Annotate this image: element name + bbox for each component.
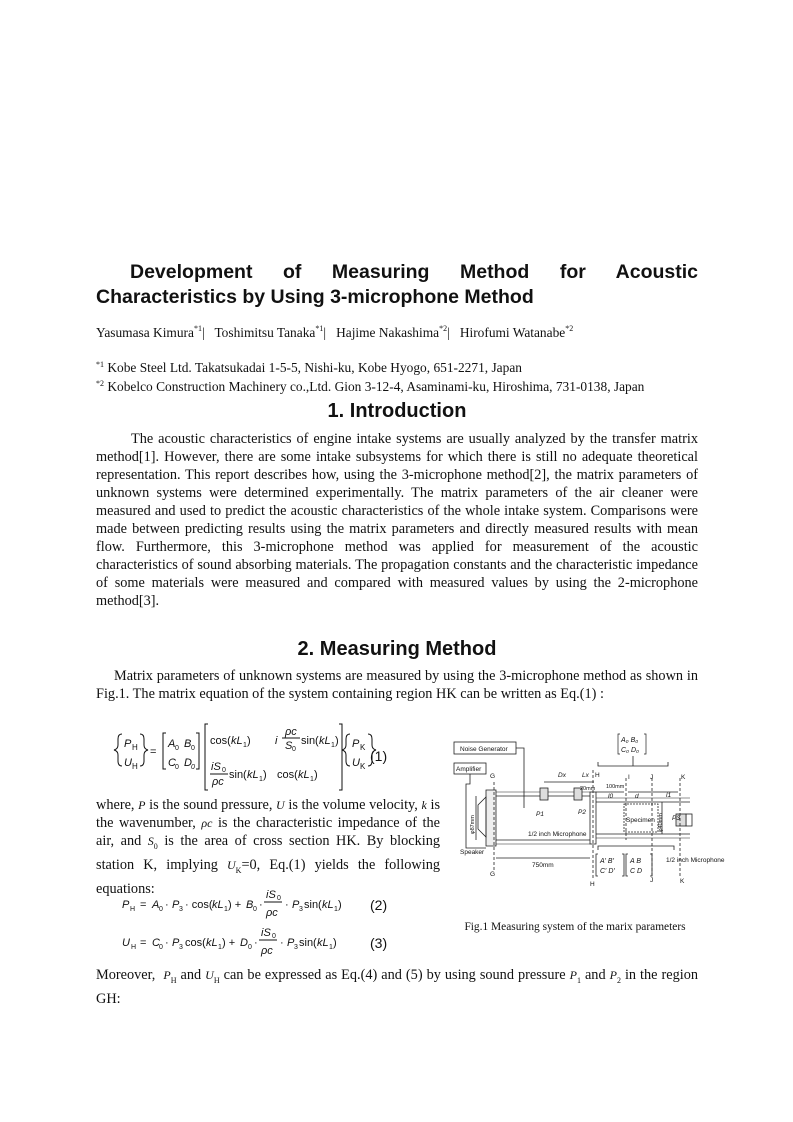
- equation-1: [110, 722, 400, 794]
- figure-1-diagram: [448, 730, 725, 890]
- svg-text:D: D: [240, 937, 248, 949]
- svg-text:1: 1: [331, 742, 335, 749]
- text-span: and: [584, 967, 606, 983]
- affiliation-mark: *1: [96, 360, 104, 369]
- fig-label-p3: P3: [672, 815, 680, 822]
- fig-label-speaker: Speaker: [460, 849, 485, 856]
- svg-text:·: ·: [254, 937, 258, 949]
- fig-label-p1: P1: [536, 811, 544, 818]
- svg-text:A: A: [168, 738, 176, 750]
- svg-text:1: 1: [310, 776, 314, 783]
- svg-text:3: 3: [294, 944, 298, 951]
- fig-station-G-bottom: G: [490, 871, 496, 878]
- svg-text:H: H: [132, 762, 138, 771]
- svg-text:3: 3: [299, 906, 303, 913]
- author-mark: *2: [565, 324, 574, 333]
- svg-text:3: 3: [179, 906, 183, 913]
- fig-label-750mm: 750mm: [532, 862, 554, 869]
- svg-text:P: P: [287, 937, 295, 949]
- svg-text:=: =: [150, 746, 157, 758]
- svg-text:C′ D′: C′ D′: [600, 868, 615, 875]
- svg-text:ρc: ρc: [285, 726, 297, 738]
- title-line-2: Characteristics by Using 3-microphone Method: [96, 286, 534, 308]
- author-mark: *2: [439, 324, 448, 333]
- svg-text:1: 1: [329, 944, 333, 951]
- svg-text:P: P: [172, 899, 180, 911]
- fig-station-K-bottom: K: [680, 878, 685, 885]
- svg-text:kL: kL: [212, 899, 224, 911]
- affiliation-list: [96, 357, 706, 395]
- svg-text:K: K: [360, 743, 366, 752]
- affiliation-item: [96, 376, 706, 395]
- svg-text:): ): [335, 735, 339, 747]
- svg-text:A B: A B: [630, 858, 642, 865]
- svg-text:1: 1: [259, 776, 263, 783]
- fig-station-G: G: [490, 773, 496, 780]
- svg-text:P: P: [122, 899, 130, 911]
- author-name: Toshimitsu Tanaka: [214, 325, 316, 340]
- fig-label-dx: Dx: [558, 772, 566, 779]
- text-span: =0, Eq.(1) yields the following equations:: [96, 856, 440, 897]
- svg-text:B: B: [184, 738, 192, 750]
- svg-text:cos(: cos(: [185, 937, 206, 949]
- title-line-1: Development of Measuring Method for Acoustic: [130, 261, 698, 283]
- svg-text:kL: kL: [317, 937, 329, 949]
- fig-station-H: H: [595, 772, 600, 779]
- fig-label-d: d: [635, 793, 639, 800]
- author-name: Hajime Nakashima: [336, 325, 440, 340]
- microphone-p1: [540, 788, 548, 800]
- equation-3: [120, 924, 420, 960]
- introduction-paragraph: The acoustic characteristics of engine intake systems are usually analyzed by the transfer matrix method[1]. However, there are some intake subsystems for which there is still no adequate theoretical representation. This report describes how, using the 3-microphone method[2], the matrix parameters of unknown systems were determined experimentally. The matrix parameters of the air cleaner were measured and used to predict the acoustic characteristics of the whole intake system. Comparisons were made between predicting results using the matrix parameters and directly measured results with mean flow. Furthermore, this 3-microphone method was applied for measurement of the acoustic characteristics of sound absorbing materials. The propagation constants and the characteristic impedance of some materials were measured and compared with measured values by using the 2-microphone method[3].: [96, 431, 698, 609]
- svg-text:) +: ) +: [228, 899, 242, 911]
- section-heading-measuring-method: 2. Measuring Method: [297, 638, 497, 660]
- fig-label-specimen: Specimen: [626, 817, 655, 824]
- svg-text:ρc: ρc: [212, 776, 224, 788]
- svg-text:cos(: cos(: [277, 769, 298, 781]
- fig-label-mic: 1/2 inch Microphone: [528, 831, 587, 838]
- fig-label-d40: φ40mm: [658, 813, 664, 832]
- text-span: is the volume velocity,: [288, 797, 418, 813]
- fig-label-d87: φ87mm: [470, 815, 476, 834]
- svg-text:D: D: [184, 757, 192, 769]
- svg-text:0: 0: [253, 906, 257, 913]
- svg-text:·: ·: [280, 937, 284, 949]
- equation-2: [120, 886, 420, 922]
- svg-text:·: ·: [285, 899, 289, 911]
- svg-text:P: P: [172, 937, 180, 949]
- svg-text:C: C: [152, 937, 160, 949]
- svg-text:H: H: [131, 944, 137, 951]
- svg-text:ρc: ρc: [261, 945, 273, 957]
- svg-text:kL: kL: [231, 735, 243, 747]
- affiliation-text: Kobe Steel Ltd. Takatsukadai 1-5-5, Nishi-ku, Kobe Hyogo, 651-2271, Japan: [107, 360, 522, 375]
- svg-text:0: 0: [159, 944, 163, 951]
- equation-1-label: (1): [370, 748, 388, 764]
- svg-text:): ): [263, 769, 267, 781]
- svg-text:sin(: sin(: [301, 735, 319, 747]
- svg-text:H: H: [132, 743, 138, 752]
- svg-text:S: S: [285, 740, 293, 752]
- svg-text:) +: ) +: [222, 937, 236, 949]
- where-paragraph: where, P is the sound pressure, U is the volume velocity, k is the wavenumber, ρc is the characteristic impedance of the air, and $S_0$ is the area of cross section HK. By blocking station K, implying $U_K=0$, Eq.(1) yields the following equations:: [96, 797, 441, 897]
- svg-text:0: 0: [272, 933, 276, 940]
- section-heading-introduction: 1. Introduction: [327, 400, 467, 422]
- text-span: and: [180, 967, 202, 983]
- svg-text:K: K: [360, 762, 366, 771]
- fig-label-p2: P2: [578, 809, 586, 816]
- svg-text:): ): [338, 899, 342, 911]
- svg-text:): ): [247, 735, 251, 747]
- svg-text:U: U: [352, 757, 360, 769]
- svg-text:kL: kL: [298, 769, 310, 781]
- svg-text:A′ B′: A′ B′: [600, 858, 614, 865]
- svg-text:iS: iS: [261, 927, 271, 939]
- svg-text:=: =: [140, 899, 147, 911]
- svg-text:i: i: [275, 735, 278, 747]
- fig-label-mic-right: 1/2 inch Microphone: [666, 857, 725, 864]
- affiliation-item: [96, 357, 706, 376]
- text-span: can be expressed as Eq.(4) and (5) by using sound pressure: [223, 967, 566, 983]
- fig-label-lx: Lx: [582, 772, 589, 779]
- svg-text:kL: kL: [206, 937, 218, 949]
- svg-text:1: 1: [218, 944, 222, 951]
- fig-station-I: I: [628, 774, 630, 781]
- svg-text:0: 0: [248, 944, 252, 951]
- fig-station-J-bottom: J: [650, 877, 654, 884]
- fig-station-J: J: [650, 774, 654, 781]
- svg-text:C₀ D₀: C₀ D₀: [621, 747, 639, 754]
- text-span: Moreover,: [96, 967, 156, 983]
- svg-text:0: 0: [175, 745, 179, 752]
- text-span: in the region GH:: [96, 967, 699, 1007]
- paper-title: [96, 260, 698, 310]
- fig-station-H-bottom: H: [590, 881, 595, 888]
- svg-text:iS: iS: [211, 761, 221, 773]
- svg-text:P: P: [292, 899, 300, 911]
- svg-text:0: 0: [175, 764, 179, 771]
- svg-text:·: ·: [259, 899, 263, 911]
- svg-text:kL: kL: [247, 769, 259, 781]
- svg-text:kL: kL: [319, 735, 331, 747]
- figure-1-caption: Fig.1 Measuring system of the marix parameters: [464, 921, 686, 933]
- svg-text:U: U: [124, 757, 132, 769]
- svg-text:3: 3: [179, 944, 183, 951]
- svg-text:·: ·: [165, 899, 169, 911]
- fig-label-amplifier: Amplifier: [456, 766, 482, 773]
- fig-station-K: K: [681, 774, 686, 781]
- svg-text:ρc: ρc: [266, 907, 278, 919]
- author-name: Hirofumi Watanabe: [459, 325, 566, 340]
- svg-text:cos(: cos(: [210, 735, 231, 747]
- affiliation-mark: *2: [96, 379, 104, 388]
- svg-text:0: 0: [191, 764, 195, 771]
- svg-text:kL: kL: [322, 899, 334, 911]
- moreover-paragraph: Moreover, $P_H$ and $U_H$ can be expressed as Eq.(4) and (5) by using sound pressure $P_1$ and $P_2$ in the region GH:: [96, 967, 699, 1007]
- text-span: is the area of cross section HK. By blocking station K, implying: [96, 833, 441, 873]
- svg-text:sin(: sin(: [304, 899, 322, 911]
- author-name: Yasumasa Kimura: [96, 325, 194, 340]
- svg-text:B: B: [246, 899, 254, 911]
- text-span: is the characteristic impedance of the air, and: [96, 815, 440, 849]
- svg-text:C D: C D: [630, 868, 643, 875]
- svg-text:C: C: [168, 757, 176, 769]
- svg-text:=: =: [140, 937, 147, 949]
- text-span: where,: [96, 797, 135, 813]
- svg-text:iS: iS: [266, 889, 276, 901]
- text-span: is the sound pressure,: [149, 797, 273, 813]
- svg-text:A₀ B₀: A₀ B₀: [621, 737, 639, 744]
- fig-label-l1: l1: [666, 792, 672, 799]
- author-mark: *1: [315, 324, 324, 333]
- svg-text:P: P: [352, 738, 360, 750]
- svg-text:·: ·: [165, 937, 169, 949]
- svg-text:1: 1: [334, 906, 338, 913]
- svg-text:): ): [333, 937, 337, 949]
- fig-label-noise-generator: Noise Generator: [460, 746, 508, 753]
- svg-text:0: 0: [277, 895, 281, 902]
- svg-text:1: 1: [243, 742, 247, 749]
- affiliation-text: Kobelco Construction Machinery co.,Ltd. Gion 3-12-4, Asaminami-ku, Hiroshima, 731-0138, Japan: [107, 379, 645, 394]
- svg-text:sin(: sin(: [229, 769, 247, 781]
- svg-text:P: P: [124, 738, 132, 750]
- svg-text:· cos(: · cos(: [185, 899, 213, 911]
- svg-text:0: 0: [159, 906, 163, 913]
- svg-text:A: A: [152, 899, 160, 911]
- fig-label-20mm: 20mm: [580, 786, 596, 792]
- author-mark: *1: [193, 324, 202, 333]
- text-span: is the wavenumber,: [96, 797, 441, 831]
- svg-text:0: 0: [222, 767, 226, 774]
- svg-text:U: U: [122, 937, 130, 949]
- svg-text:H: H: [130, 906, 136, 913]
- measuring-intro-paragraph: Matrix parameters of unknown systems are measured by using the 3-microphone method as shown in Fig.1. The matrix equation of the system containing region HK can be written as Eq.(1) :: [96, 668, 698, 702]
- fig-label-100mm: 100mm: [606, 784, 625, 790]
- svg-text:0: 0: [191, 745, 195, 752]
- svg-text:0: 0: [292, 746, 296, 753]
- svg-text:): ): [314, 769, 318, 781]
- equation-3-label: (3): [370, 935, 388, 951]
- fig-label-l0: l0: [608, 793, 614, 800]
- author-list: Yasumasa Kimura$^{*1}$| Toshimitsu Tanaka$^{*1}$| Hajime Nakashima$^{*2}$| Hirofumi Watanabe$^{*2}$: [96, 324, 574, 340]
- svg-text:sin(: sin(: [299, 937, 317, 949]
- svg-text:1: 1: [224, 906, 228, 913]
- equation-2-label: (2): [370, 897, 388, 913]
